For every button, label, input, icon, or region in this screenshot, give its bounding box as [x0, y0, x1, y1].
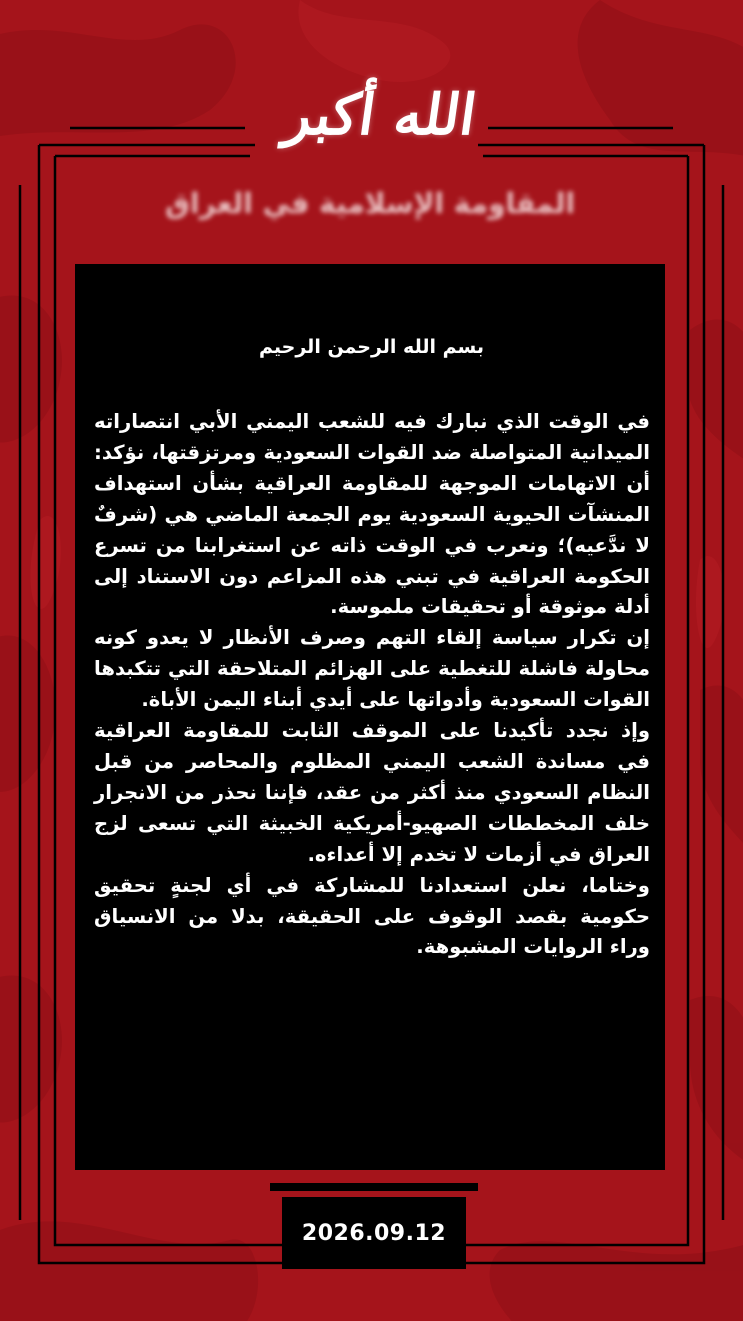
statement-body — [94, 407, 650, 963]
basmala-heading: بسم الله الرحمن الرحيم — [259, 336, 484, 358]
statement-paragraph: في الوقت الذي نبارك فيه للشعب اليمني الأبي انتصاراته الميدانية المتواصلة ضد القوات السعودية ومرتزقتها، نؤكد: أن الاتهامات الموجهة للمقاومة العراقية بشأن استهداف المنشآت الحيوية السعودية يوم الجمعة الماضي هي (شرفٌ لا ندَّعيه)؛ ونعرب في الوقت ذاته عن استغرابنا من تسرع الحكومة العراقية في تبني هذه المزاعم دون الاستناد إلى أدلة موثوقة أو تحقيقات ملموسة. — [94, 410, 650, 619]
statement-paragraph: إن تكرار سياسة إلقاء التهم وصرف الأنظار لا يعدو كونه محاولة فاشلة للتغطية على الهزائم المتلاحقة التي تتكبدها القوات السعودية وأدواتها على أيدي أبناء اليمن الأباة. — [94, 626, 650, 712]
takbir-calligraphy-logo — [230, 55, 530, 175]
logo-text: الله أكبر — [280, 82, 480, 148]
motto-text: المقاومة الإسلامية في العراق — [164, 186, 576, 220]
statement-paragraph: وإذ نجدد تأكيدنا على الموقف الثابت للمقاومة العراقية في مساندة الشعب اليمني المظلوم والمحاصر من قبل النظام السعودي منذ أكثر من عقد، فإننا نحذر من الانجرار خلف المخططات الصهيو-أمريكية الخبيثة التي تسعى لزج العراق في أزمات لا تخدم إلا أعداءه. — [94, 719, 650, 866]
date-box — [282, 1197, 466, 1269]
statement-paragraph: وختاما، نعلن استعدادنا للمشاركة في أي لجنةٍ تحقيق حكومية بقصد الوقوف على الحقيقة، بدلا من الانسياق وراء الروايات المشبوهة. — [94, 873, 650, 959]
blurred-motto — [164, 178, 576, 228]
date-label: 2026.09.12 — [301, 1220, 447, 1246]
